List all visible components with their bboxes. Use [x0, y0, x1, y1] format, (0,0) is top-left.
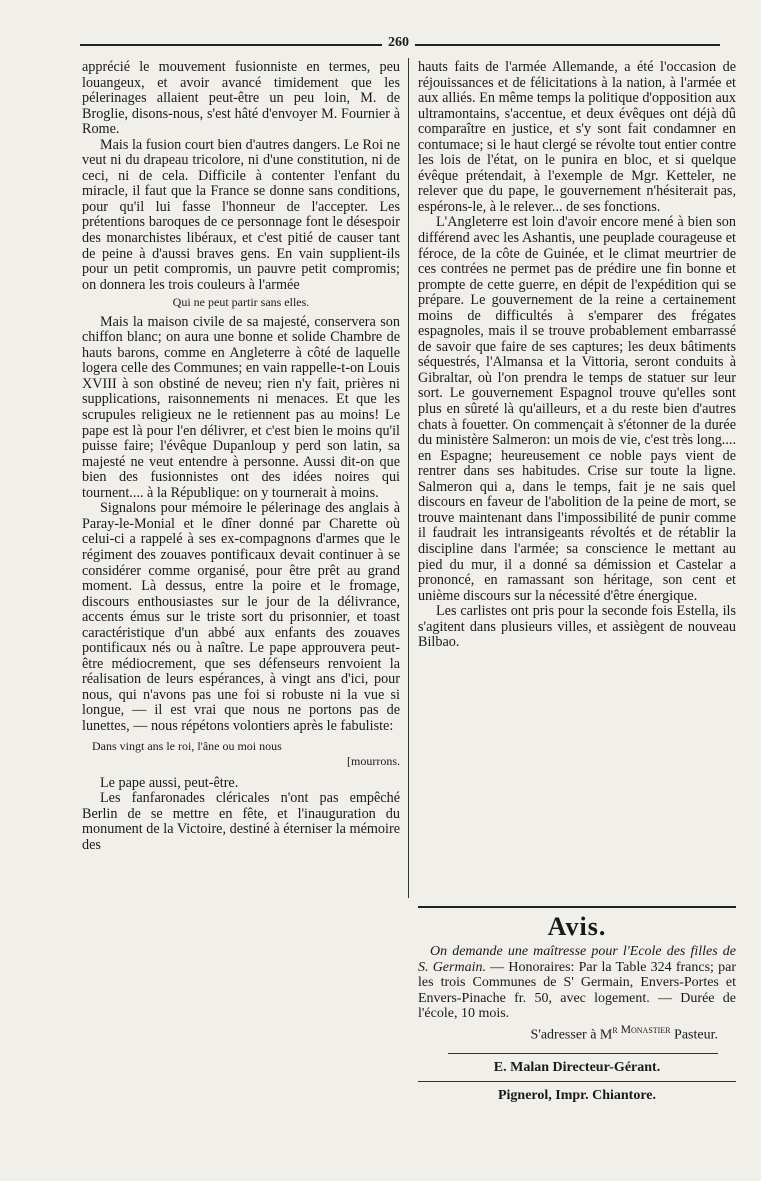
left-paragraph-6: Les fanfaronades cléricales n'ont pas empêché Berlin de se mettre en fête, et l'inauguration du monument de la Victoire, destiné à éterniser la mémoire des: [82, 790, 400, 853]
avis-contact-name: r Monastier: [612, 1022, 671, 1036]
avis-title: Avis.: [547, 912, 607, 941]
verse-quote-2-line-2: [mourrons.: [347, 754, 400, 769]
left-paragraph-1: apprécié le mouvement fusionniste en termes, peu louangeux, et avoir avancé timidement que les pélerinages allaient peut-être un peu loin, M. de Broglie, disons-nous, s'est hâté d'envoyer M. Fournier à Rome.: [82, 59, 400, 138]
avis-notice: [418, 912, 736, 1104]
left-paragraph-2: Mais la fusion court bien d'autres dangers. Le Roi ne veut ni du drapeau tricolore, ni d'une constitution, ni de ceci, ni de cela. Difficile à contenter l'enfant du miracle, il faut que la France se donne sans conditions, pour qu'il lui fasse l'honneur de l'accepter. Les prétentions baroques de ce personnage font le désespoir des monarchistes libéraux, et c'est pitié de causer tant de peine à d'aussi braves gens. En vain supplient-ils pour un petit compromis, un pauvre petit compromis; on donnera les trois couleurs à l'armée: [82, 136, 400, 293]
page-number: 260: [382, 35, 415, 51]
left-paragraph-3: Mais la maison civile de sa majesté, conservera son chiffon blanc; on aura une bonne et solide Chambre de hauts barons, comme en Angleterre à côté de laquelle logera celle des Communes; en vain rappelle-t-on Louis XVIII à son obstiné de neveu; rien n'y fait, prières ni supplications, raisonnements ni menaces. Et que les scrupules religieux ne le retiennent pas au moins! Le pape est là pour l'en délivrer, et c'est bien le moins qu'il puisse faire; l'évêque Dupanloup y perd son latin, sa majesté ne veut entendre à personne. Aussi dit-on que bien des fusionnistes ont des idées noires qui tournent.... à la République: on y tournerait à moins.: [82, 313, 400, 501]
footer-separator-2: [418, 1081, 736, 1082]
left-paragraph-4: Signalons pour mémoire le pélerinage des anglais à Paray-le-Monial et le dîner donné par Charette où celui-ci a rappelé à ses ex-compagnons d'armes que le régiment des zouaves pontificaux devait continuer à se considérer comme organisé, pour être prêt au grand moment. Là dessus, entre la poire et le fromage, discours enthousiastes sur le jour de la délivrance, accents émus sur le triste sort du prisonnier, et toast caractéristique d'un abbé aux enfants des zouaves pontificaux nés ou à naître. Le pape approuvera peut-être médiocrement, que ses défenseurs renvoient la réalisation de leurs espérances, à vingt ans d'ici, pour nous, qui n'avons pas une foi si robuste ni la vue si longue, — il est vrai que nous ne portons pas de lunettes, — nous répétons volontiers après le fabuliste:: [82, 500, 400, 734]
avis-body: [418, 944, 736, 1022]
right-paragraph-1: hauts faits de l'armée Allemande, a été l'occasion de réjouissances et de félicitations à la nation, à l'armée et aux alliés. En même temps la politique d'opposition aux ultramontains, s'accentue, et deux évêques ont déjà dû comparaître en justice, et s'y sont fait condamner en contumace; si le haut clergé se révolte tout entier contre les lois de l'état, on le punira en bloc, et si quelque évêque prétendait, à l'exemple de Mgr. Ketteler, ne relever que du pape, le gouvernement n'hésiterait pas, espérons-le, à le relever... de ses fonctions.: [418, 59, 736, 215]
avis-contact: [418, 1022, 736, 1043]
footer-printer: Pignerol, Impr. Chiantore.: [497, 1088, 657, 1104]
avis-contact-prefix: S'adresser à M: [530, 1027, 613, 1043]
right-column: [418, 60, 736, 651]
verse-quote-2: [82, 739, 400, 770]
column-divider: [408, 58, 409, 898]
verse-quote-2-line-1: Dans vingt ans le roi, l'âne ou moi nous: [92, 738, 282, 753]
avis-contact-suffix: Pasteur.: [670, 1027, 718, 1043]
verse-quote-1: Qui ne peut partir sans elles.: [172, 295, 310, 310]
avis-italic-lead: On demande une maîtresse pour l'Ecole des filles de S. Germain.: [418, 944, 736, 975]
avis-top-rule: [418, 906, 736, 908]
avis-body-text: — Honoraires: Par la Table 324 francs; par les trois Communes de S' Germain, Envers-Portes et Envers-Pinache fr. 50, avec logement. — Durée de l'école, 10 mois.: [418, 959, 736, 1021]
footer-director: E. Malan Directeur-Gérant.: [493, 1059, 661, 1075]
right-paragraph-2: L'Angleterre est loin d'avoir encore mené à bien son différend avec les Ashantis, une peuplade courageuse et féroce, de la côte de Guinée, et le climat meurtrier de ces contrées ne permet pas de prédire une fin bonne et prompte de cette guerre, en dépit de l'expédition qui se prépare. Le gouvernement de la reine a certainement moins de difficultés à s'emparer des frégates espagnoles, mais il se trouve probablement embarrassé de savoir que faire de ses captures; les deux bâtiments séquestrés, l'Almansa et la Vittoria, seront conduits à Gibraltar, où l'on prendra le temps de statuer sur leur sort. Le gouvernement Espagnol trouve qu'elles sont plus en sûreté là qu'ailleurs, et a du reste bien d'autres chats à fouetter. On commençait à s'étonner de la durée du ministère Salmeron: un mois de vie, c'est très long.... en Espagne; heureusement ce noble pays vient de rentrer dans ses habitudes. Crise sur toute la ligne. Salmeron qui a, dans le temps, fait je ne sais quel discours en faveur de l'abolition de la peine de mort, se trouve maintenant dans l'impossibilité de punir comme il faudrait les intransigeants révoltés et de rétablir la discipline dans l'armée; sa conscience le mettant au pied du mur, il a donné sa démission et Castelar a prononcé, en ramassant son héritage, son cent et unième discours sur la nécessité d'être énergique.: [418, 214, 736, 604]
left-paragraph-5: Le pape aussi, peut-être.: [100, 774, 239, 791]
footer-separator-1: [448, 1053, 718, 1054]
left-column: [82, 60, 400, 853]
right-paragraph-3: Les carlistes ont pris pour la seconde fois Estella, ils s'agitent dans plusieurs villes, et assiègent de nouveau Bilbao.: [418, 603, 736, 651]
